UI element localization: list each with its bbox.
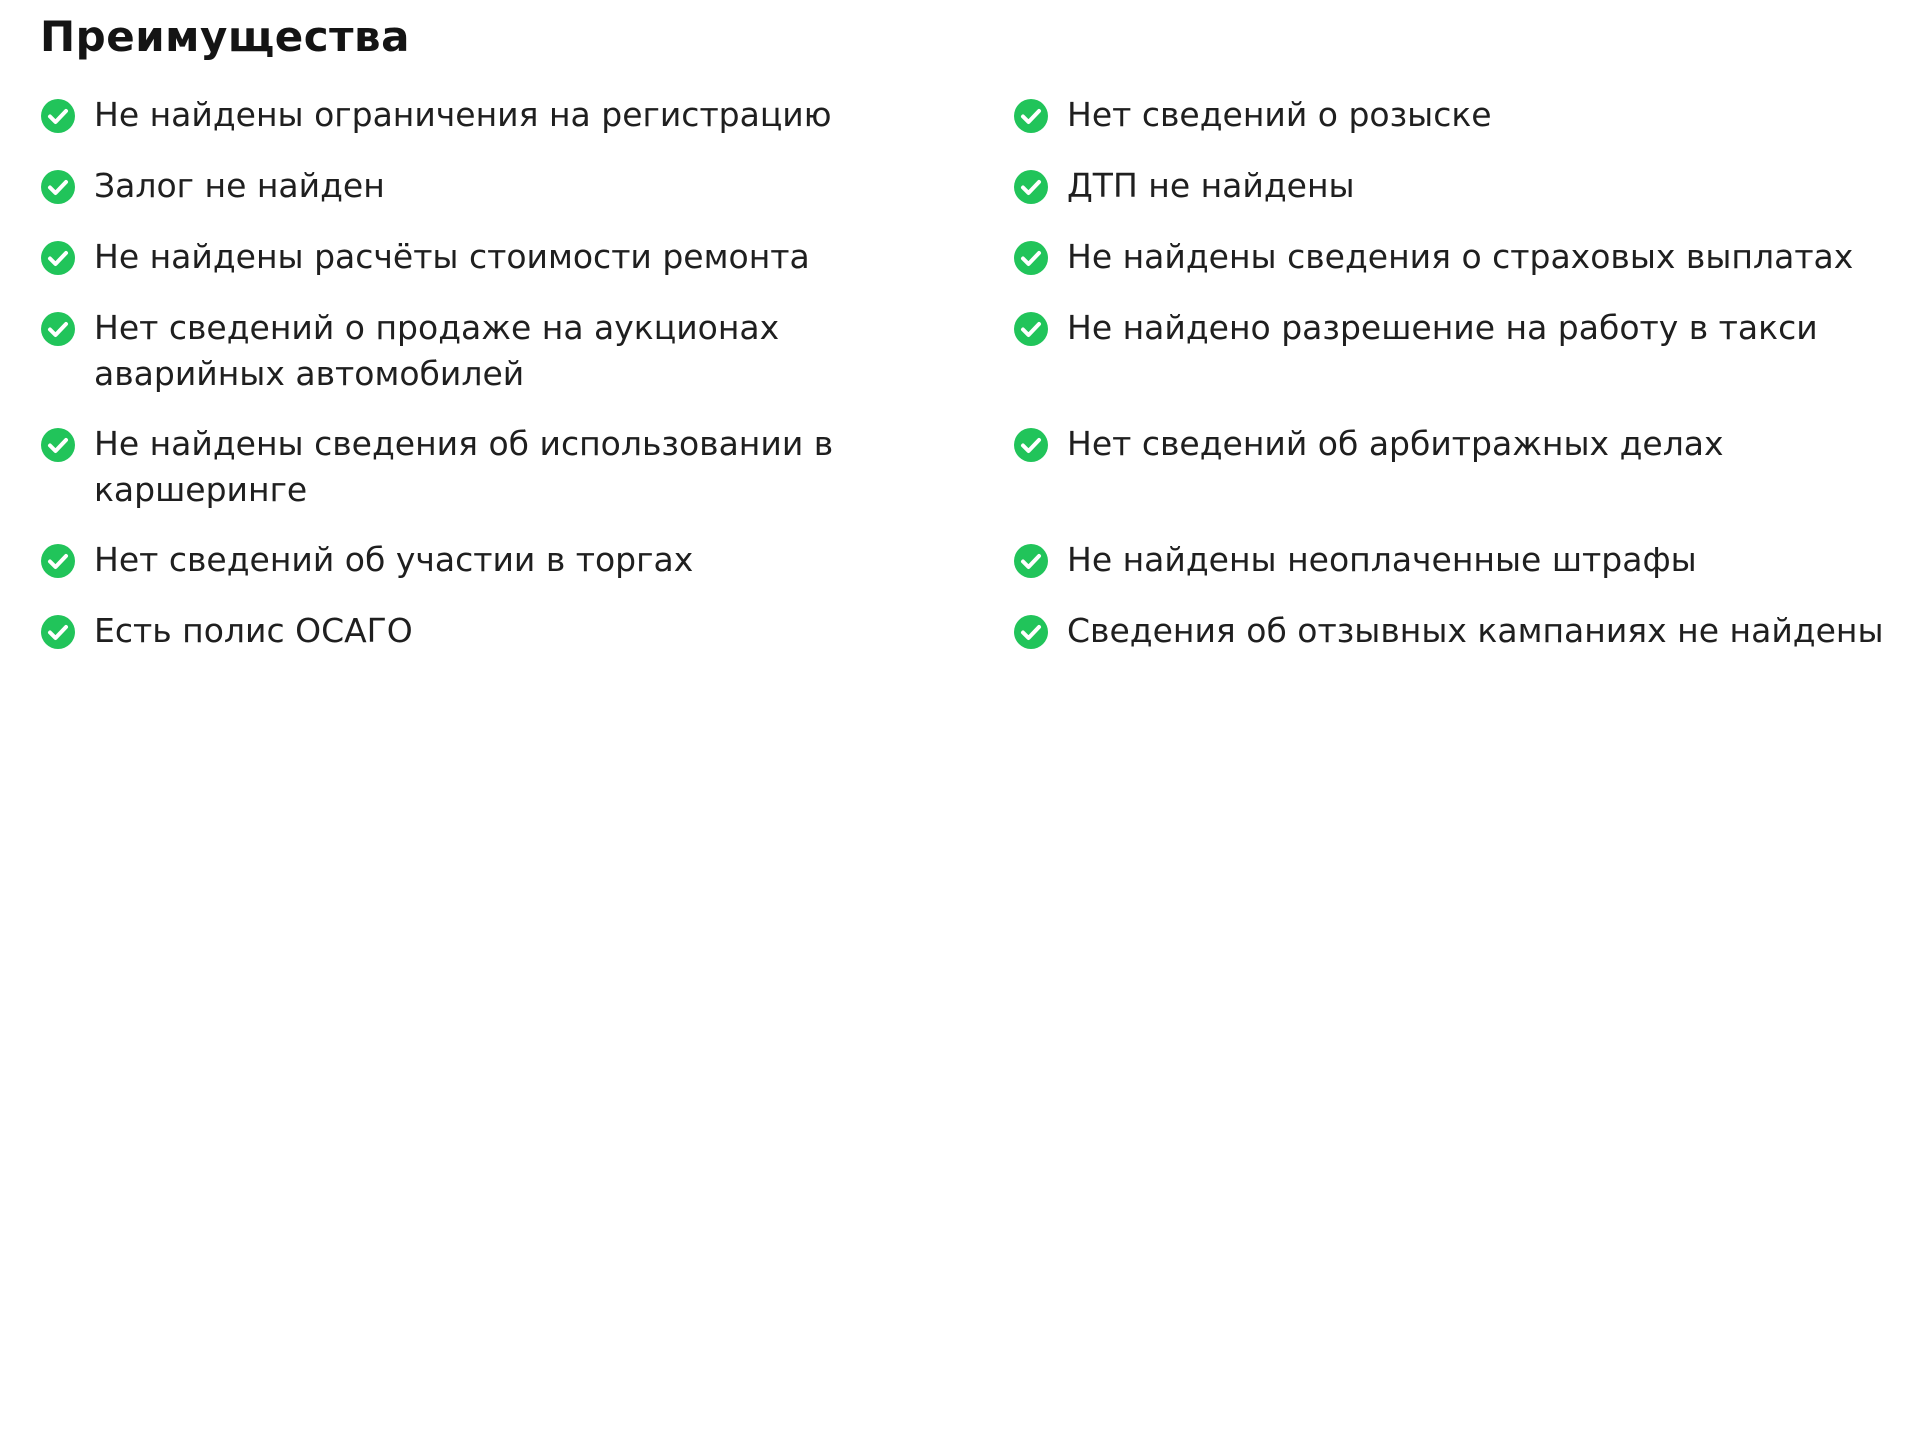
check-circle-icon xyxy=(40,427,76,463)
check-circle-icon xyxy=(1013,614,1049,650)
section-title: Преимущества xyxy=(40,12,410,61)
advantage-item xyxy=(1013,234,1900,280)
advantage-item xyxy=(1013,305,1900,351)
advantage-item xyxy=(40,163,980,209)
advantage-label: Есть полис ОСАГО xyxy=(94,611,413,650)
advantage-item xyxy=(40,608,980,654)
check-circle-icon xyxy=(40,98,76,134)
advantage-item xyxy=(40,421,980,513)
check-circle-icon xyxy=(1013,240,1049,276)
advantage-item xyxy=(40,92,980,138)
check-circle-icon xyxy=(40,614,76,650)
advantage-label: Сведения об отзывных кампаниях не найдены xyxy=(1067,611,1884,650)
advantages-row xyxy=(40,421,1900,537)
advantage-label: Не найдены сведения о страховых выплатах xyxy=(1067,237,1854,276)
advantage-label: Нет сведений об участии в торгах xyxy=(94,540,694,579)
check-circle-icon xyxy=(40,169,76,205)
advantage-label: Не найдены сведения об использовании в каршеринге xyxy=(94,424,834,509)
advantage-item xyxy=(1013,608,1900,654)
check-circle-icon xyxy=(1013,311,1049,347)
check-circle-icon xyxy=(40,543,76,579)
advantage-label: Нет сведений о розыске xyxy=(1067,95,1492,134)
advantage-item xyxy=(1013,421,1900,467)
advantage-label: Залог не найден xyxy=(94,166,385,205)
advantages-grid xyxy=(40,92,1900,679)
advantages-section xyxy=(40,0,1900,650)
check-circle-icon xyxy=(1013,543,1049,579)
advantage-item xyxy=(1013,92,1900,138)
check-circle-icon xyxy=(40,311,76,347)
advantage-label: Не найдены ограничения на регистрацию xyxy=(94,95,832,134)
advantages-row xyxy=(40,163,1900,234)
advantages-row xyxy=(40,305,1900,421)
advantage-label: Не найдено разрешение на работу в такси xyxy=(1067,308,1818,347)
check-circle-icon xyxy=(1013,169,1049,205)
advantage-item xyxy=(40,234,980,280)
advantage-label: ДТП не найдены xyxy=(1067,166,1355,205)
advantage-label: Нет сведений об арбитражных делах xyxy=(1067,424,1724,463)
check-circle-icon xyxy=(1013,427,1049,463)
advantages-row xyxy=(40,92,1900,163)
advantage-item xyxy=(1013,163,1900,209)
advantages-row xyxy=(40,608,1900,679)
advantages-row xyxy=(40,537,1900,608)
advantage-label: Нет сведений о продаже на аукционах аварийных автомобилей xyxy=(94,308,780,393)
advantage-label: Не найдены расчёты стоимости ремонта xyxy=(94,237,810,276)
advantage-label: Не найдены неоплаченные штрафы xyxy=(1067,540,1697,579)
advantage-item xyxy=(40,537,980,583)
check-circle-icon xyxy=(1013,98,1049,134)
advantage-item xyxy=(40,305,980,397)
advantages-row xyxy=(40,234,1900,305)
check-circle-icon xyxy=(40,240,76,276)
advantage-item xyxy=(1013,537,1900,583)
